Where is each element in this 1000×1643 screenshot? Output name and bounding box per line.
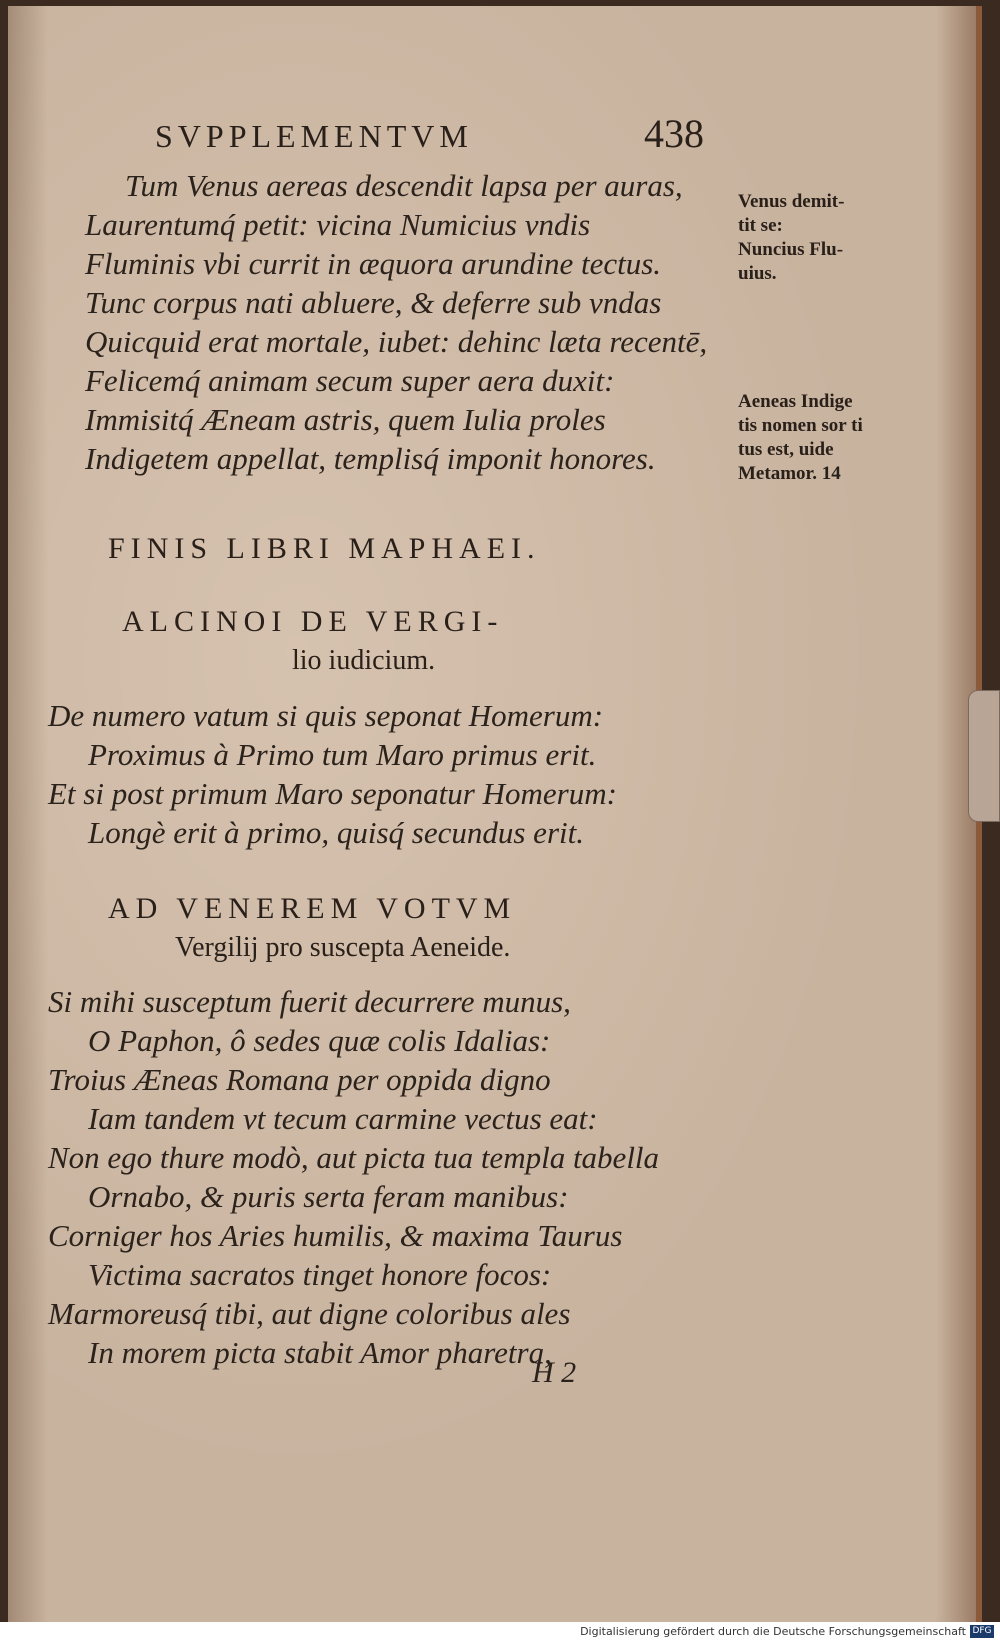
folio-number: 438 [644,111,704,156]
marginal-note-aeneas [738,390,863,486]
verse-line: Felicemq́ animam secum super aera duxit: [85,363,615,398]
verse-line: Si mihi susceptum fuerit decurrere munus, [48,984,571,1019]
verse-line: Tunc corpus nati abluere, & deferre sub vndas [85,285,662,320]
footer-bar [0,1622,1000,1643]
alcinoi-epigram [48,696,617,852]
dfg-logo-icon: DFG [970,1625,994,1638]
verse-line: Longè erit à primo, quisq́ secundus erit. [88,815,584,850]
votum-heading: AD VENEREM VOTVM [108,892,517,925]
marginal-line: tus est, uide [738,439,834,460]
marginal-line: Aeneas Indige [738,391,853,412]
marginal-line: tit se: [738,215,783,236]
marginal-line: tis nomen sor ti [738,415,863,436]
verse-line: Victima sacratos tinget honore focos: [88,1257,552,1292]
footer-credit: Digitalisierung gefördert durch die Deutsche Forschungsgemeinschaft [580,1625,966,1638]
marginal-line: Venus demit- [738,191,845,212]
verse-line: O Paphon, ô sedes quæ colis Idalias: [88,1023,551,1058]
marginal-line: uius. [738,263,777,284]
verse-block-1 [85,166,707,478]
verse-line: Marmoreusq́ tibi, aut digne coloribus ales [48,1296,571,1331]
verse-line: Ornabo, & puris serta feram manibus: [88,1179,569,1214]
marginal-line: Nuncius Flu- [738,239,844,260]
verse-line: De numero vatum si quis seponat Homerum: [48,698,604,733]
votum-poem [48,982,659,1372]
marginal-note-venus [738,190,844,286]
verse-line: In morem picta stabit Amor pharetra, [88,1335,552,1370]
verse-line: Immisitq́ Æneam astris, quem Iulia proles [85,402,606,437]
finis-heading: FINIS LIBRI MAPHAEI. [108,532,541,565]
verse-line: Et si post primum Maro seponatur Homerum: [48,776,617,811]
running-head: SVPPLEMENTVM [155,118,473,154]
signature-mark: H 2 [532,1356,577,1389]
marginal-line: Metamor. 14 [738,463,841,484]
verse-line: Indigetem appellat, templisq́ imponit honores. [85,441,656,476]
verse-line: Non ego thure modò, aut picta tua templa tabella [48,1140,660,1175]
verse-line: Tum Venus aereas descendit lapsa per auras, [125,168,683,203]
verse-line: Fluminis vbi currit in æquora arundine tectus. [85,246,662,281]
votum-subheading: Vergilij pro suscepta Aeneide. [175,932,511,963]
verse-line: Proximus à Primo tum Maro primus erit. [88,737,597,772]
verse-line: Laurentumq́ petit: vicina Numicius vndis [85,207,591,242]
alcinoi-heading: ALCINOI DE VERGI- [122,605,504,638]
verse-line: Corniger hos Aries humilis, & maxima Taurus [48,1218,623,1253]
alcinoi-subheading: lio iudicium. [292,645,436,676]
verse-line: Quicquid erat mortale, iubet: dehinc læta recentē, [85,324,708,359]
verse-line: Troius Æneas Romana per oppida digno [48,1062,551,1097]
verse-line: Iam tandem vt tecum carmine vectus eat: [88,1101,598,1136]
page-tab-marker [968,690,1000,822]
